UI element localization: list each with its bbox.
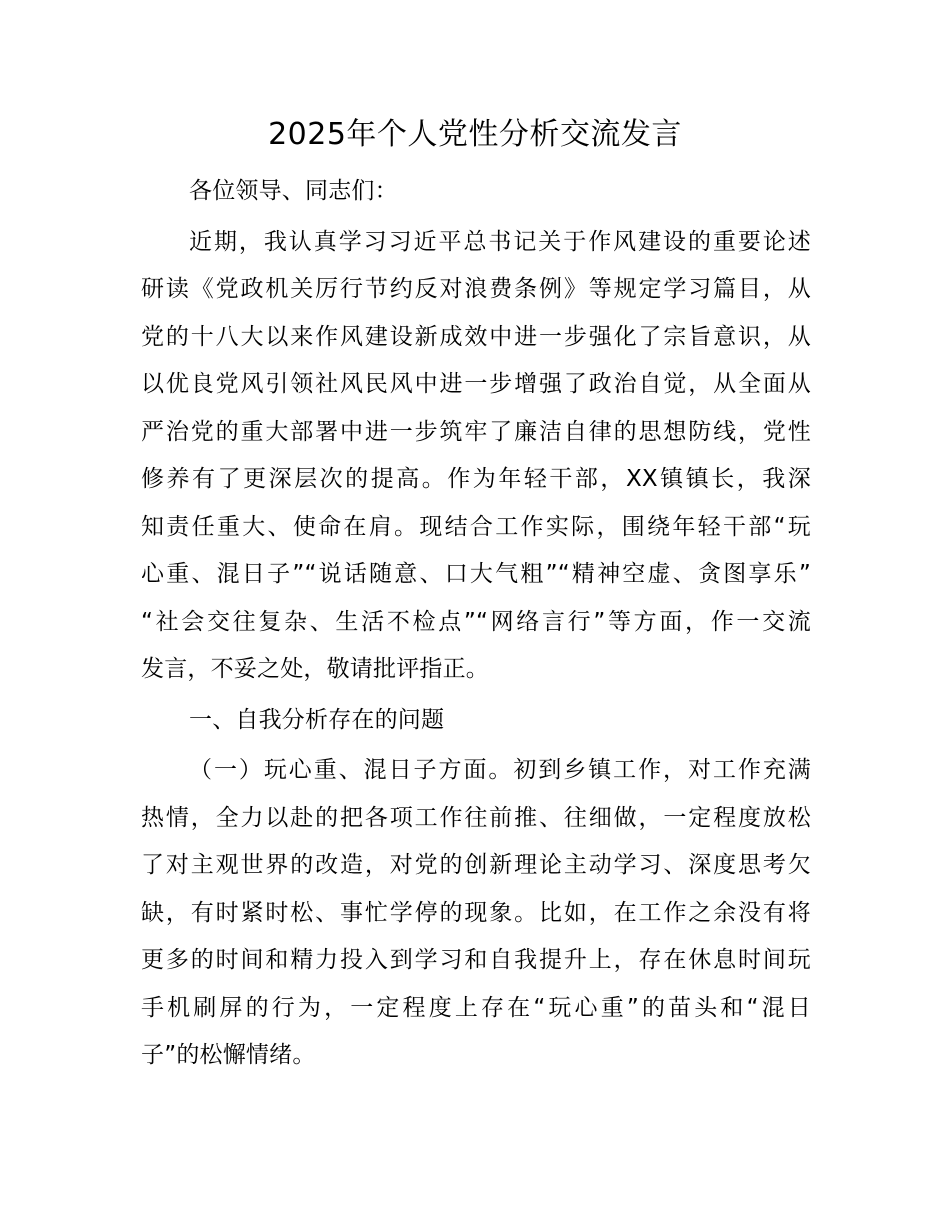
paragraph-2-line: （一）玩心重、混日子方面。初到乡镇工作，对工作充满: [189, 757, 811, 783]
paragraph-1-line: 发言，不妥之处，敬请批评指正。: [141, 656, 489, 682]
paragraph-1-line: 以优良党风引领社风民风中进一步增强了政治自觉，从全面从: [141, 371, 811, 397]
paragraph-1: [141, 219, 811, 694]
paragraph-2-line: 缺，有时紧时松、事忙学停的现象。比如，在工作之余没有将: [141, 899, 811, 926]
paragraph-1-line: 严治党的重大部署中进一步筑牢了廉洁自律的思想防线，党性: [141, 418, 811, 445]
paragraph-2-line: 手机刷屏的行为，一定程度上存在“玩心重”的苗头和“混日: [141, 994, 811, 1021]
paragraph-1-line: 近期，我认真学习习近平总书记关于作风建设的重要论述: [189, 228, 811, 255]
paragraph-1-line: “社会交往复杂、生活不检点”“网络言行”等方面，作一交流: [141, 608, 811, 635]
paragraph-1-line: 党的十八大以来作风建设新成效中进一步强化了宗旨意识，从: [141, 323, 811, 350]
paragraph-2-line: 热情，全力以赴的把各项工作往前推、往细做，一定程度放松: [141, 804, 811, 831]
paragraph-2-line: 子”的松懈情绪。: [141, 1042, 316, 1068]
section-1-heading: 一、自我分析存在的问题: [189, 706, 445, 733]
paragraph-2-line: 了对主观世界的改造，对党的创新理论主动学习、深度思考欠: [141, 852, 811, 878]
paragraph-1-line: 修养有了更深层次的提高。作为年轻干部，XX镇镇长，我深: [141, 466, 811, 492]
paragraph-2: [141, 747, 811, 1080]
document-body: [141, 168, 811, 1080]
document-title: 2025年个人党性分析交流发言: [268, 117, 682, 152]
paragraph-1-line: 知责任重大、使命在肩。现结合工作实际，围绕年轻干部“玩: [141, 513, 811, 540]
greeting: 各位领导、同志们：: [189, 178, 398, 204]
paragraph-1-line: 心重、混日子”“说话随意、口大气粗”“精神空虚、贪图享乐”: [141, 561, 811, 587]
paragraph-1-line: 研读《党政机关厉行节约反对浪费条例》等规定学习篇目，从: [141, 276, 811, 302]
paragraph-2-line: 更多的时间和精力投入到学习和自我提升上，存在休息时间玩: [141, 947, 811, 973]
